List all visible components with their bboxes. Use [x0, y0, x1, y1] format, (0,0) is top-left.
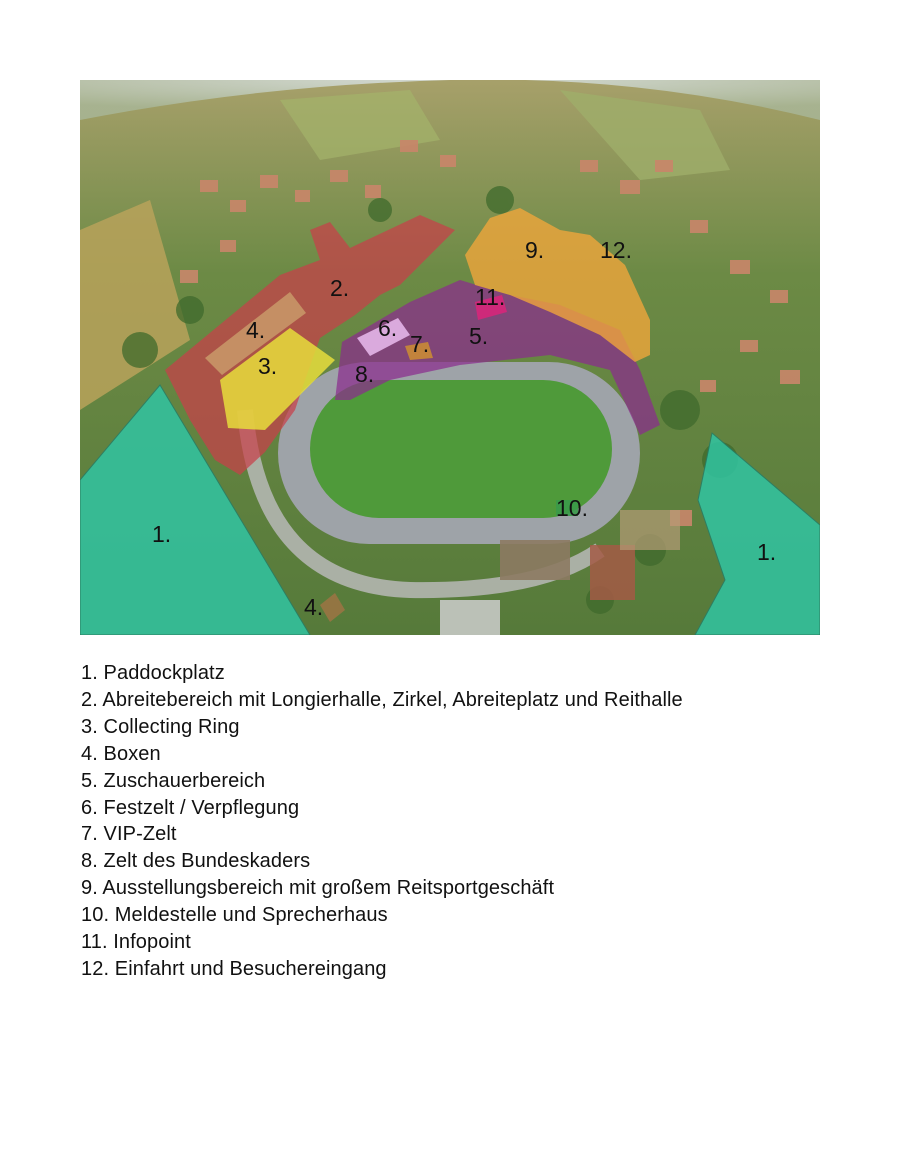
zone-label-1-west: 1.	[152, 521, 172, 547]
zone-label-11: 11.	[475, 284, 506, 310]
legend-item-5: 5. Zuschauerbereich	[81, 769, 266, 792]
legend-item-7: 7. VIP-Zelt	[81, 823, 177, 846]
zone-label-10: 10.	[556, 495, 588, 521]
legend-item-6: 6. Festzelt / Verpflegung	[81, 796, 300, 819]
legend-item-10: 10. Meldestelle und Sprecherhaus	[81, 904, 388, 927]
zone-label-1-east: 1.	[757, 539, 777, 565]
zone-label-4-north: 4.	[246, 317, 266, 343]
zone-label-2: 2.	[330, 275, 350, 301]
legend	[81, 660, 881, 983]
zone-label-5: 5.	[469, 323, 489, 349]
legend-item-8: 8. Zelt des Bundeskaders	[81, 850, 311, 873]
zone-label-4-south: 4.	[304, 594, 324, 620]
aerial-site-map	[80, 80, 820, 635]
legend-item-11: 11. Infopoint	[81, 931, 191, 954]
legend-item-12: 12. Einfahrt und Besuchereingang	[81, 957, 387, 980]
legend-item-4: 4. Boxen	[81, 742, 161, 765]
legend-item-3: 3. Collecting Ring	[81, 715, 240, 738]
zone-label-6: 6.	[378, 315, 398, 341]
legend-item-9: 9. Ausstellungsbereich mit großem Reitsportgeschäft	[81, 877, 555, 900]
zone-label-9: 9.	[525, 237, 545, 263]
zone-label-12: 12.	[600, 237, 632, 263]
legend-item-1: 1. Paddockplatz	[81, 662, 225, 684]
legend-item-2: 2. Abreitebereich mit Longierhalle, Zirkel, Abreiteplatz und Reithalle	[81, 688, 683, 711]
zone-label-3: 3.	[258, 353, 278, 379]
zone-label-8: 8.	[355, 361, 375, 387]
zone-label-7: 7.	[410, 331, 430, 357]
